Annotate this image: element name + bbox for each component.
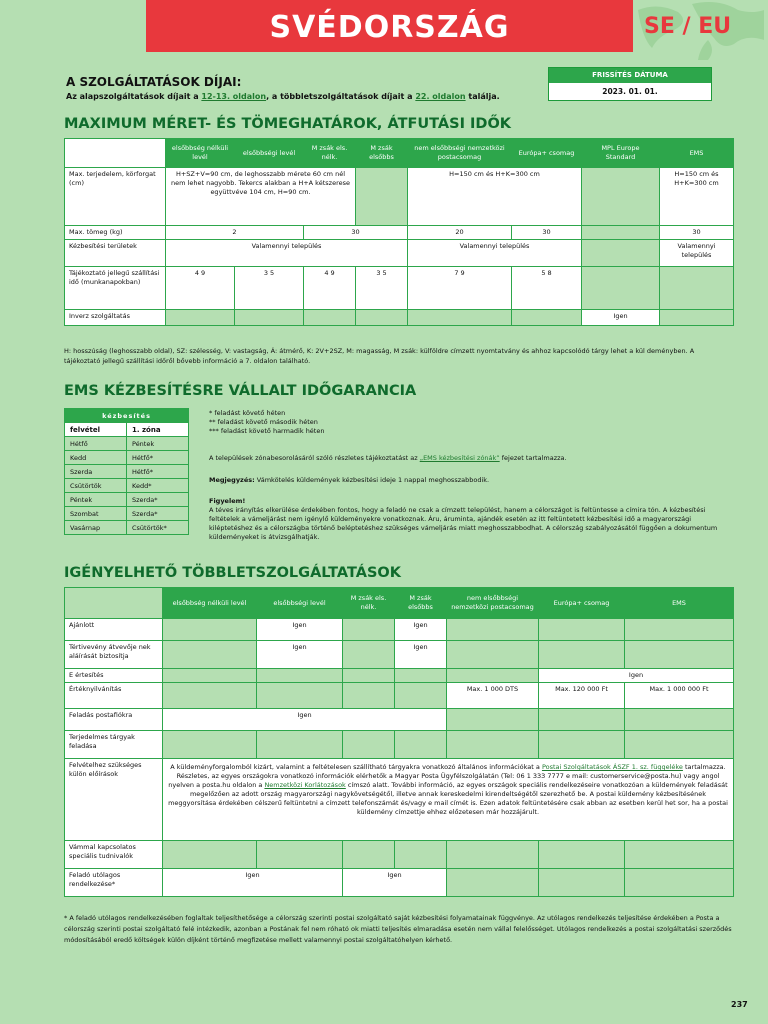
fees-title: A SZOLGÁLTATÁSOK DÍJAI: — [66, 75, 242, 89]
row-label: Vámmal kapcsolatos speciális tudnivalók — [65, 841, 163, 869]
col-header: M zsák elsőbbs — [356, 139, 408, 168]
cell-special-text: A küldeményforgalomból kizárt, valamint a feltételesen szállítható tárgyakra vonatkozó általános információkat a Postai Szolgáltatások ÁSZF 1. sz. függeléke tartalmazza. Részletes, az egyes országokra vonatkozó információk elérhetők a Magyar Posta Ügyfélszolgálatán (Tel: 06 1 333 7777 e mail: customerservice@posta.hu) vagy angol nyelven a posta.hu oldalon a Nemzetközi Korlátozások címszó alatt. További információ, az egyes országok speciális rendelkezéseire vonatkozóan a küldemények feladását megelőzően az adott ország magyarországi nagykövetségétől, illetve annak kereskedelmi kirendeltségétől szerezhető be. A postai küldemény kézbesítésének meggyorsítása érdekében célszerű feltüntetni a címzett telefonszámát és/vagy e mail címét is. Ezen adatok feltüntetésére csak abban az esetben kerül het sor, ha a postai küldemény címzettje ehhez előzetesen már hozzájárult. — [163, 759, 734, 841]
pickup-day: Hétfő — [65, 437, 127, 451]
table-row — [65, 267, 734, 310]
star-note: *** feladást követő harmadik héten — [209, 427, 325, 435]
fees-link-extra[interactable]: 22. oldalon — [415, 92, 466, 101]
row-label: Feladó utólagos rendelkezése* — [65, 869, 163, 897]
table-row — [65, 479, 189, 493]
table-row — [65, 641, 734, 669]
pickup-day: Kedd — [65, 451, 127, 465]
pickup-day: Vasárnap — [65, 521, 127, 535]
cell-yes: Igen — [395, 641, 447, 669]
cell-dims-ems: H=150 cm és H+K=300 cm — [660, 168, 734, 226]
cell-yes: Igen — [343, 869, 447, 897]
row-label: Kézbesítési területek — [65, 240, 166, 267]
size-section-title: MAXIMUM MÉRET- ÉS TÖMEGHATÁROK, ÁTFUTÁSI IDŐK — [64, 116, 512, 132]
page-number: 237 — [731, 1000, 748, 1009]
row-label: Tértivevény átvevője nek aláírását biztosítja — [65, 641, 163, 669]
cell-weight-parcel: 20 — [408, 226, 512, 240]
col-header: Európa+ csomag — [539, 588, 625, 619]
cell-insured-ems: Max. 1 000 000 Ft — [625, 683, 734, 709]
country-code: SE / EU — [644, 14, 732, 39]
cell-insured-parcel: Max. 1 000 DTS — [447, 683, 539, 709]
update-date-label: FRISSÍTÉS DÁTUMA — [549, 68, 711, 83]
row-label: Ajánlott — [65, 619, 163, 641]
delivery-day: Kedd* — [127, 479, 189, 493]
table-row — [65, 451, 189, 465]
row-label: Értéknyilvánítás — [65, 683, 163, 709]
col-header: MPL Europe Standard — [582, 139, 660, 168]
update-date-box — [548, 67, 712, 101]
row-label: Max. tömeg (kg) — [65, 226, 166, 240]
cell-area-letter: Valamennyi település — [166, 240, 408, 267]
table-row — [65, 168, 734, 226]
ems-section-title: EMS KÉZBESÍTÉSRE VÁLLALT IDŐGARANCIA — [64, 383, 417, 399]
ems-star-legend — [209, 409, 324, 436]
star-note: * feladást követő héten — [209, 409, 286, 417]
table-row — [65, 619, 734, 641]
col-header: EMS — [660, 139, 734, 168]
col-header: elsőbbség nélküli levél — [163, 588, 257, 619]
pickup-day: Szombat — [65, 507, 127, 521]
cell-transit: 4 9 — [166, 267, 235, 310]
cell-transit: 5 8 — [512, 267, 582, 310]
col-header: felvétel — [65, 423, 127, 437]
cell-weight-ems: 30 — [660, 226, 734, 240]
pickup-day: Szerda — [65, 465, 127, 479]
table-row — [65, 683, 734, 709]
delivery-day: Szerda* — [127, 507, 189, 521]
size-limits-table — [64, 138, 734, 326]
table-row — [65, 709, 734, 731]
update-date-value: 2023. 01. 01. — [602, 87, 658, 96]
table-header-row — [65, 588, 734, 619]
delivery-day: Péntek — [127, 437, 189, 451]
col-header: nem elsőbbségi nemzetközi postacsomag — [408, 139, 512, 168]
cell-dims-letter: H+SZ+V=90 cm, de leghosszabb mérete 60 cm nél nem lehet nagyobb. Tekercs alakban a H+A kétszerese együttvéve 104 cm, H=90 cm. — [166, 168, 356, 226]
cell-inverse-mpl: Igen — [582, 310, 660, 326]
extra-footnote: * A feladó utólagos rendelkezésében foglaltak teljesíthetősége a célország szerinti postai szolgáltató saját kézbesítési folyamatainak függvénye. Az utólagos rendelkezés teljesítése érdekében a Posta a célország szerinti postai szolgáltató felé intézkedik, azonban a Postának fel nem róható ok miatti teljesítés elmaradása esetén nem vállal felelősséget. Utólagos rendelkezés a postai szolgáltatási szerződés módosításából eredő költségek külön díjként történő megfizetése mellett valamennyi postai szolgáltatóhelyen kérhető. — [64, 914, 732, 944]
table-row — [65, 465, 189, 479]
ems-guarantee-table — [64, 408, 189, 535]
delivery-day: Csütörtök* — [127, 521, 189, 535]
cell-weight-msack: 30 — [304, 226, 408, 240]
table-row — [65, 731, 734, 759]
cell-transit: 7 9 — [408, 267, 512, 310]
col-header: 1. zóna — [127, 423, 189, 437]
col-header: M zsák els. nélk. — [304, 139, 356, 168]
cell-area-parcel: Valamennyi település — [408, 240, 582, 267]
table-row — [65, 437, 189, 451]
cell-yes: Igen — [539, 669, 734, 683]
row-label: Max. terjedelem, körforgat (cm) — [65, 168, 166, 226]
col-header: elsőbbség nélküli levél — [166, 139, 235, 168]
cell-weight-letter: 2 — [166, 226, 304, 240]
cell-yes: Igen — [257, 641, 343, 669]
cell-transit: 4 9 — [304, 267, 356, 310]
cell-transit: 3 5 — [235, 267, 304, 310]
table-row — [65, 240, 734, 267]
table-row — [65, 669, 734, 683]
cell-yes: Igen — [257, 619, 343, 641]
table-row — [65, 507, 189, 521]
col-header: M zsák els. nélk. — [343, 588, 395, 619]
delivery-day: Szerda* — [127, 493, 189, 507]
extra-section-title: IGÉNYELHETŐ TÖBBLETSZOLGÁLTATÁSOK — [64, 565, 401, 581]
table-row — [65, 226, 734, 240]
page-title: SVÉDORSZÁG — [146, 0, 633, 52]
col-header: Európa+ csomag — [512, 139, 582, 168]
row-label: Tájékoztató jellegű szállítási idő (munkanapokban) — [65, 267, 166, 310]
row-label: Feladás postafiókra — [65, 709, 163, 731]
delivery-day: Hétfő* — [127, 451, 189, 465]
extra-services-table — [64, 587, 734, 897]
ems-note: Megjegyzés: Vámkötelés küldemények kézbesítési ideje 1 nappal meghosszabbodik. — [209, 476, 490, 484]
col-header: M zsák elsőbbs — [395, 588, 447, 619]
cell-yes: Igen — [163, 869, 343, 897]
col-header: nem elsőbbségi nemzetközi postacsomag — [447, 588, 539, 619]
col-header: elsőbbségi levél — [257, 588, 343, 619]
table-row — [65, 493, 189, 507]
col-header: EMS — [625, 588, 734, 619]
cell-weight-europa: 30 — [512, 226, 582, 240]
table-row — [65, 841, 734, 869]
table-row — [65, 869, 734, 897]
row-label: Inverz szolgáltatás — [65, 310, 166, 326]
row-label: Felvételhez szükséges külön előírások — [65, 759, 163, 841]
ems-warning-text: A téves irányítás elkerülése érdekében fontos, hogy a feladó ne csak a címzett települést, hanem a célországot is feltüntesse a címira tón. A kézbesítési feltételek a vámeljárást nem igénylő küldeményekre vonatkoznak. Áru, áruminta, ajándék esetén az itt feltüntetett kézbesítési idő a magyarországi kiléptetéshez és a célországba történő beléptetéshez szükséges vámeljárás miatt meghosszabbodhat. A célország szabályozásától függően a dokumentum küldeményeket is átvizsgálhatják. — [209, 506, 718, 541]
star-note: ** feladást követő második héten — [209, 418, 318, 426]
fees-link-basic[interactable]: 12-13. oldalon — [201, 92, 267, 101]
table-row — [65, 521, 189, 535]
pickup-day: Csütörtök — [65, 479, 127, 493]
ems-zones-link[interactable]: „EMS kézbesítési zónák” — [419, 454, 500, 462]
row-label: Terjedelmes tárgyak feladása — [65, 731, 163, 759]
ems-warning-title: Figyelem! — [209, 497, 246, 505]
aszf-link[interactable]: Postai Szolgáltatások ÁSZF 1. sz. függeléke — [541, 763, 683, 771]
cell-yes: Igen — [395, 619, 447, 641]
cell-area-ems: Valamennyi település — [660, 240, 734, 267]
col-header: elsőbbségi levél — [235, 139, 304, 168]
ems-zones-text: A települések zónabesorolásáról szóló részletes tájékoztatást az „EMS kézbesítési zónák” fejezet tartalmazza. — [209, 454, 567, 462]
table-row — [65, 759, 734, 841]
restrictions-link[interactable]: Nemzetközi Korlátozások — [264, 781, 346, 789]
fees-text: Az alapszolgáltatások díjait a 12-13. oldalon, a többletszolgáltatások díjait a 22. oldalon találja. — [66, 92, 500, 101]
table-header-row — [65, 139, 734, 168]
delivery-day: Hétfő* — [127, 465, 189, 479]
table-title: kézbesítés — [65, 409, 189, 423]
cell-insured-europa: Max. 120 000 Ft — [539, 683, 625, 709]
row-label: E értesítés — [65, 669, 163, 683]
cell-transit: 3 5 — [356, 267, 408, 310]
cell-dims-parcel: H=150 cm és H+K=300 cm — [408, 168, 582, 226]
cell-yes: Igen — [163, 709, 447, 731]
size-footnote: H: hosszúság (leghosszabb oldal), SZ: szélesség, V: vastagság, Á: átmérő, K: 2V+2SZ, M: magasság, M zsák: külföldre címzett nyomtatvány és ahhoz kapcsolódó tárgy lehet a kül deményben. A tájékoztató jellegű szállítási időről bővebb információ a 7. oldalon található. — [64, 347, 695, 365]
table-row — [65, 310, 734, 326]
pickup-day: Péntek — [65, 493, 127, 507]
